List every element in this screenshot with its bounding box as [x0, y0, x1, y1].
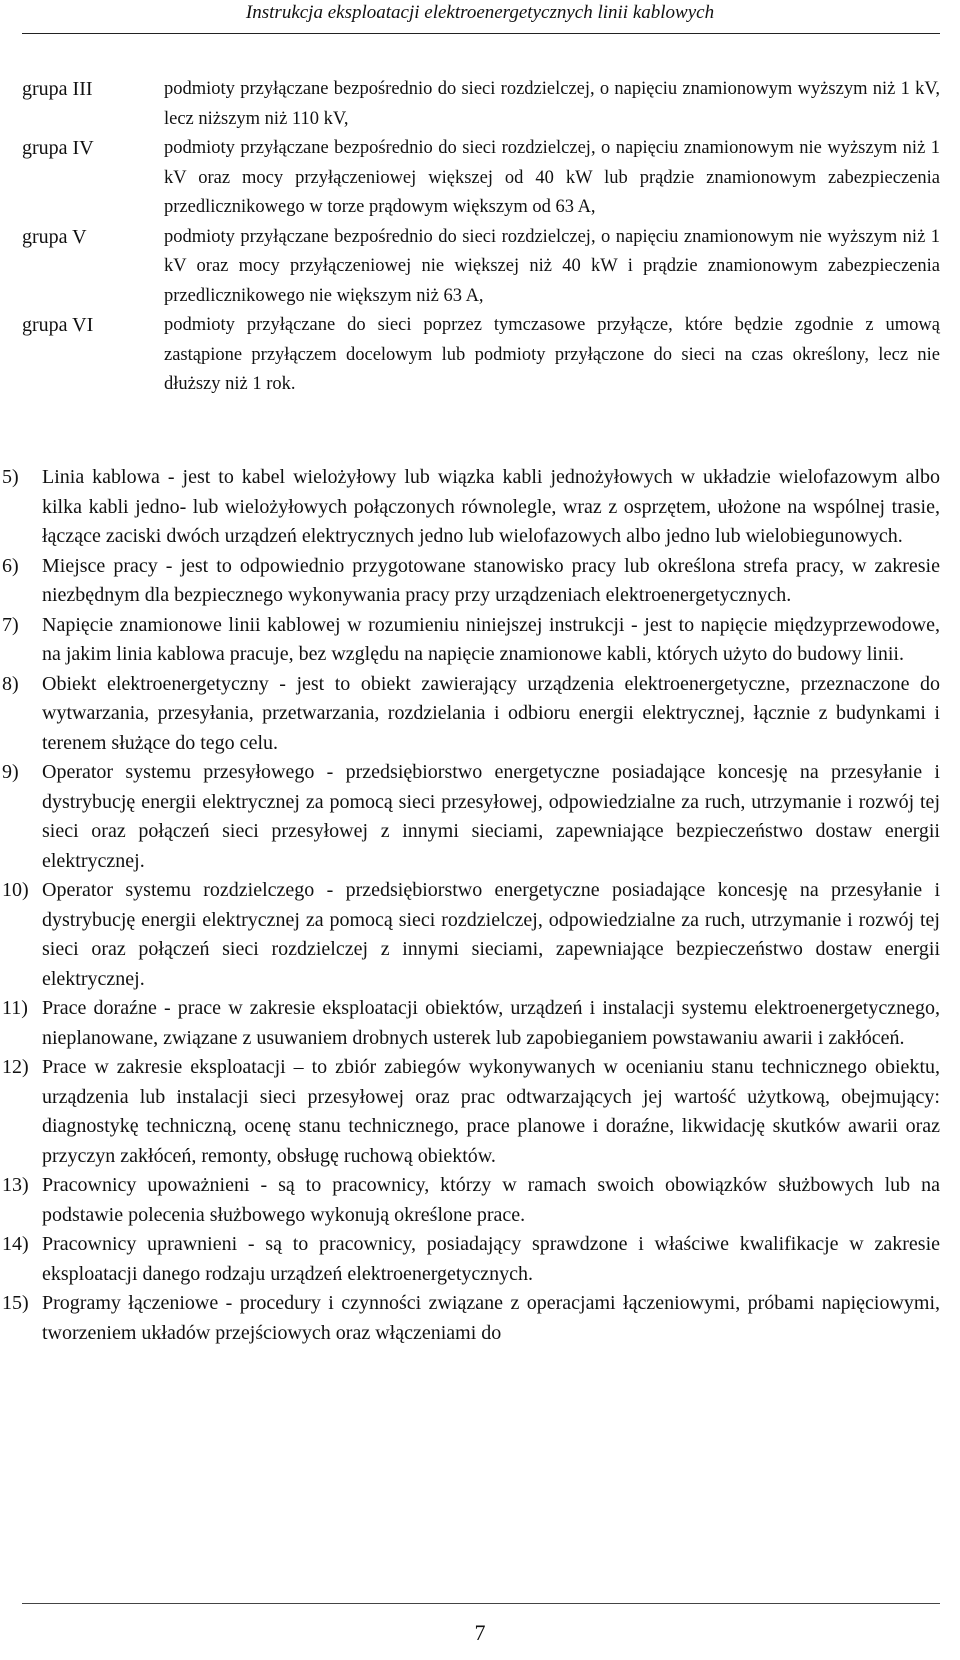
group-entry — [22, 311, 940, 400]
group-text: podmioty przyłączane bezpośrednio do sieci rozdzielczej, o napięciu znamionowym nie wyższym niż 1 kV oraz mocy przyłączeniowej większej od 40 kW lub prądzie znamionowym zabezpieczenia przedlicznikowego w torze prądowym większym od 63 A, — [164, 138, 940, 217]
item-number: 6) — [2, 554, 19, 577]
definition-item — [2, 1053, 940, 1171]
item-text: Prace doraźne - prace w zakresie eksploatacji obiektów, urządzeń i instalacji systemu elektroenergetycznego, nieplanowane, związane z usuwaniem drobnych usterek lub zapobieganiem powstawaniu awarii i zakłóceń. — [42, 997, 940, 1049]
item-number: 14) — [2, 1233, 29, 1255]
item-text: Miejsce pracy - jest to odpowiednio przygotowane stanowisko pracy lub określona strefa pracy, w zakresie niezbędnym dla bezpiecznego wykonywania pracy przy urządzeniach elektroenergetycznych. — [42, 554, 940, 606]
item-text: Programy łączeniowe - procedury i czynności związane z operacjami łączeniowymi, próbami napięciowymi, tworzeniem układów przejściowych oraz włączeniami do — [42, 1292, 940, 1344]
item-number: 15) — [2, 1292, 29, 1314]
group-entry — [22, 223, 940, 312]
running-header: Instrukcja eksploatacji elektroenergetycznych linii kablowych — [245, 2, 715, 23]
item-text: Prace w zakresie eksploatacji – to zbiór zabiegów wykonywanych w ocenianiu stanu technicznego obiektu, urządzenia lub instalacji sieci przesyłowej oraz prac odtwarzających jej wartość użytkową, obejmujący: diagnostykę techniczną, ocenę stanu technicznego, prace planowe i doraźne, likwidację skutków awarii oraz przyczyn zakłóceń, remonty, obsługę ruchową obiektów. — [42, 1056, 940, 1167]
definition-item — [2, 1289, 940, 1348]
item-text: Operator systemu rozdzielczego - przedsiębiorstwo energetyczne posiadające koncesję na przesyłanie i dystrybucję energii elektrycznej za pomocą sieci rozdzielczej, odpowiedzialne za ruch, utrzymanie i rozwój tej sieci oraz połączeń sieci rozdzielczej z innymi sieciami, zapewniające bezpieczeństwo dostaw energii elektrycznej. — [42, 879, 940, 990]
item-text: Operator systemu przesyłowego - przedsiębiorstwo energetyczne posiadające koncesję na przesyłanie i dystrybucję energii elektrycznej za pomocą sieci przesyłowej, odpowiedzialne za ruch, utrzymanie i rozwój tej sieci oraz połączeń sieci przesyłowej z innymi sieciami, zapewniające bezpieczeństwo dostaw energii elektrycznej. — [42, 761, 940, 872]
group-entry — [22, 134, 940, 223]
group-entry — [22, 75, 940, 134]
group-definitions — [22, 75, 940, 400]
item-text: Obiekt elektroenergetyczny - jest to obiekt zawierający urządzenia elektroenergetyczne, przeznaczone do wytwarzania, przesyłania, przetwarzania, rozdzielania i odbioru energii elektrycznej, łącznie z budynkami i terenem służące do tego celu. — [42, 672, 940, 754]
group-text: podmioty przyłączane bezpośrednio do sieci rozdzielczej, o napięciu znamionowym nie wyższym niż 1 kV oraz mocy przyłączeniowej nie większej niż 40 kW i prądzie znamionowym zabezpieczenia przedlicznikowego nie większym niż 63 A, — [164, 226, 940, 306]
group-text: podmioty przyłączane do sieci poprzez tymczasowe przyłącze, które będzie zgodnie z umową zastąpione przyłączem docelowym lub podmioty przyłączone do sieci na czas określony, lecz nie dłuższy niż 1 rok. — [164, 315, 940, 394]
definition-item — [2, 1230, 940, 1289]
item-number: 12) — [2, 1056, 29, 1078]
header-divider — [22, 33, 940, 34]
group-label: grupa VI — [22, 314, 94, 336]
item-text: Linia kablowa - jest to kabel wielożyłowy lub wiązka kabli jednożyłowych w układzie wielofazowym albo kilka kabli jedno- lub wielożyłowych połączonych równolegle, wraz z osprzętem, ułożone na wspólnej trasie, łączące zaciski dwóch urządzeń elektrycznych jedno lub wielofazowych albo jedno lub wielobiegunowych. — [42, 466, 940, 547]
footer-divider — [22, 1603, 940, 1604]
group-text: podmioty przyłączane bezpośrednio do sieci rozdzielczej, o napięciu znamionowym wyższym niż 1 kV, lecz niższym niż 110 kV, — [164, 79, 940, 129]
item-number: 13) — [2, 1174, 29, 1196]
definition-item — [2, 670, 940, 759]
item-number: 8) — [2, 672, 19, 695]
item-number: 5) — [2, 466, 19, 488]
item-number: 7) — [2, 613, 19, 636]
definition-item — [2, 994, 940, 1053]
definition-item — [2, 552, 940, 611]
item-text: Napięcie znamionowe linii kablowej w rozumieniu niniejszej instrukcji - jest to napięcie międzyprzewodowe, na jakim linia kablowa pracuje, bez względu na napięcie znamionowe kabli, których użyto do budowy linii. — [42, 613, 940, 665]
group-label: grupa V — [22, 225, 87, 248]
item-text: Pracownicy upoważnieni - są to pracownicy, którzy w ramach swoich obowiązków służbowych lub na podstawie polecenia służbowego wykonują określone prace. — [42, 1174, 940, 1226]
group-label: grupa III — [22, 78, 93, 100]
item-text: Pracownicy uprawnieni - są to pracownicy, posiadający sprawdzone i właściwe kwalifikacje w zakresie eksploatacji danego rodzaju urządzeń elektroenergetycznych. — [42, 1233, 940, 1285]
item-number: 10) — [2, 879, 29, 901]
page-number: 7 — [474, 1620, 486, 1645]
group-label: grupa IV — [22, 137, 94, 159]
definition-item — [2, 1171, 940, 1230]
definition-item — [2, 463, 940, 552]
definition-item — [2, 876, 940, 994]
item-number: 11) — [2, 997, 28, 1019]
definitions-list — [2, 463, 940, 1348]
definition-item — [2, 758, 940, 876]
item-number: 9) — [2, 761, 19, 783]
definition-item — [2, 611, 940, 670]
